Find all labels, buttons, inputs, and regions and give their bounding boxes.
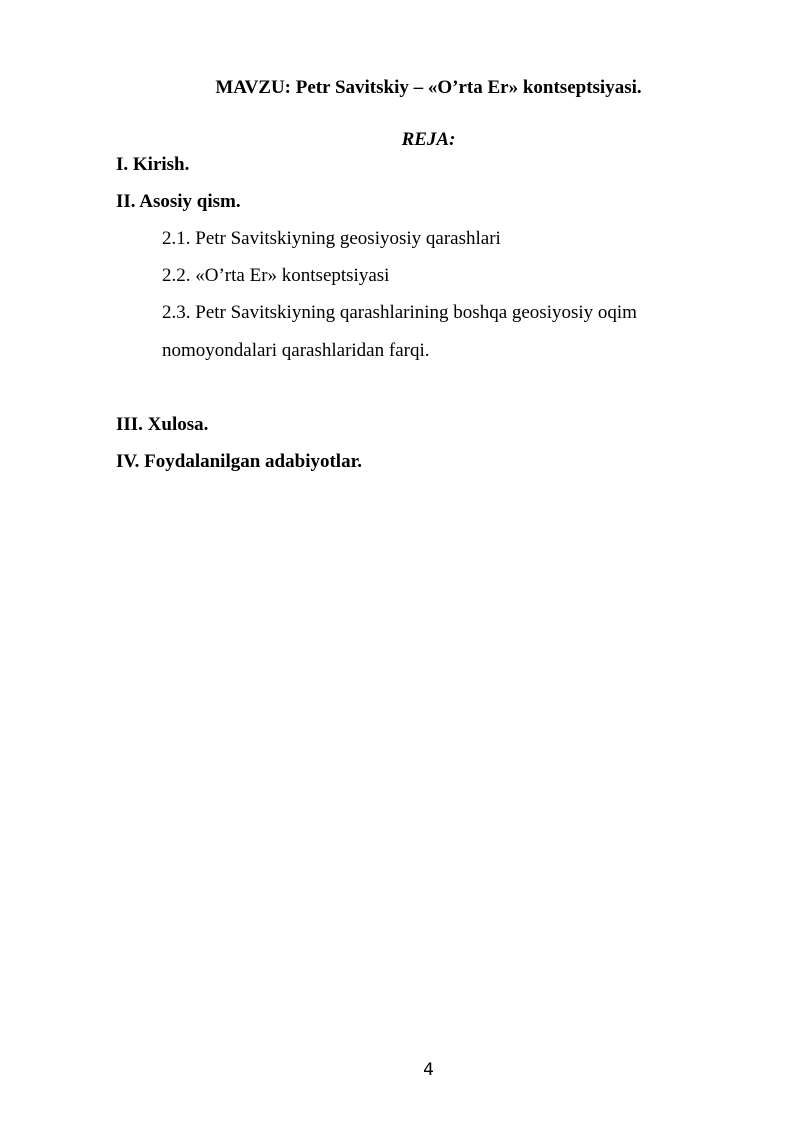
- subsection-2-2: 2.2. «O’rta Er» kontseptsiyasi: [162, 265, 390, 286]
- section-main-part: II. Asosiy qism.: [116, 191, 241, 212]
- section-references: IV. Foydalanilgan adabiyotlar.: [116, 451, 363, 472]
- plan-heading: REJA:: [401, 129, 456, 150]
- page-number: 4: [423, 1060, 434, 1080]
- subsection-2-3-line2: nomoyondalari qarashlaridan farqi.: [162, 340, 430, 361]
- subsection-2-3-line1: 2.3. Petr Savitskiyning qarashlarining boshqa geosiyosiy oqim: [162, 302, 637, 323]
- subsection-2-1: 2.1. Petr Savitskiyning geosiyosiy qarashlari: [162, 228, 501, 249]
- document-title: MAVZU: Petr Savitskiy – «O’rta Er» kontseptsiyasi.: [215, 77, 642, 98]
- section-conclusion: III. Xulosa.: [116, 414, 209, 435]
- section-introduction: I. Kirish.: [116, 154, 190, 175]
